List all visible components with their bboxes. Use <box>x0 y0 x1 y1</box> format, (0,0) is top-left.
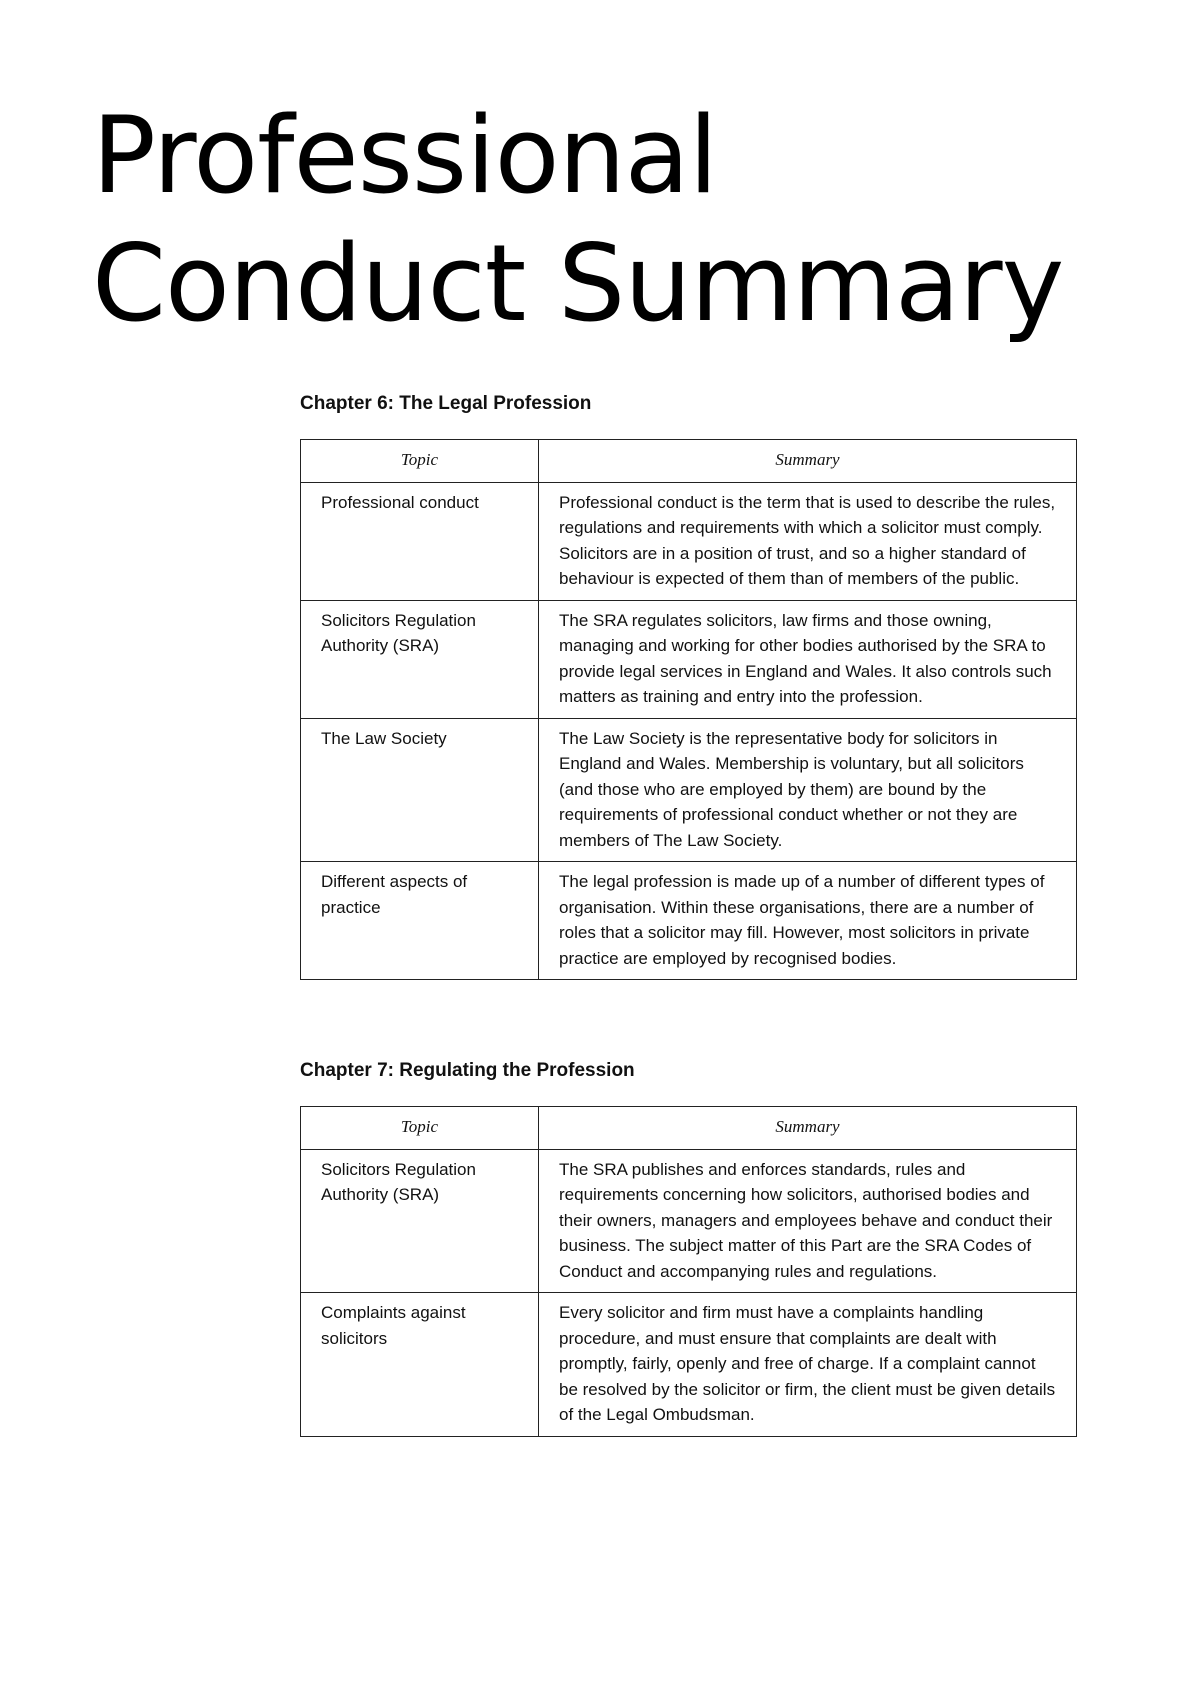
summary-cell: Professional conduct is the term that is used to describe the rules, regulations and requirements with which a solicitor must comply. Solicitors are in a position of trust, and so a higher standard of behaviour is expected of them than of members of the public. <box>539 482 1077 600</box>
topic-cell: Different aspects of practice <box>301 862 539 980</box>
chapter-heading: Chapter 6: The Legal Profession <box>300 393 592 414</box>
chapter-heading: Chapter 7: Regulating the Profession <box>300 1060 635 1081</box>
summary-cell: The legal profession is made up of a number of different types of organisation. Within these organisations, there are a number of roles that a solicitor may fill. However, most solicitors in private practice are employed by recognised bodies. <box>539 862 1077 980</box>
summary-cell: Every solicitor and firm must have a complaints handling procedure, and must ensure that complaints are dealt with promptly, fairly, openly and free of charge. If a complaint cannot be resolved by the solicitor or firm, the client must be given details of the Legal Ombudsman. <box>539 1293 1077 1437</box>
chapter-7-section <box>300 1058 1076 1437</box>
topic-cell: Professional conduct <box>301 482 539 600</box>
document-title-line-1: Professional <box>92 94 718 217</box>
column-header-topic: Topic <box>301 440 539 483</box>
document-title <box>92 92 1063 348</box>
table-row <box>301 1293 1077 1437</box>
table-row <box>301 1149 1077 1293</box>
summary-table <box>300 439 1077 980</box>
summary-table <box>300 1106 1077 1437</box>
summary-cell: The Law Society is the representative body for solicitors in England and Wales. Membership is voluntary, but all solicitors (and those who are employed by them) are bound by the requirements of professional conduct whether or not they are members of The Law Society. <box>539 718 1077 862</box>
column-header-topic: Topic <box>301 1107 539 1150</box>
table-header-row <box>301 440 1077 483</box>
table-row <box>301 482 1077 600</box>
table-row <box>301 718 1077 862</box>
summary-cell: The SRA regulates solicitors, law firms and those owning, managing and working for other bodies authorised by the SRA to provide legal services in England and Wales. It also controls such matters as training and entry into the profession. <box>539 600 1077 718</box>
table-row <box>301 862 1077 980</box>
document-title-line-2: Conduct Summary <box>92 222 1064 345</box>
column-header-summary: Summary <box>539 1107 1077 1150</box>
table-row <box>301 600 1077 718</box>
chapter-6-section <box>300 391 1076 980</box>
table-header-row <box>301 1107 1077 1150</box>
summary-cell: The SRA publishes and enforces standards, rules and requirements concerning how solicitors, authorised bodies and their owners, managers and employees behave and conduct their business. The subject matter of this Part are the SRA Codes of Conduct and accompanying rules and regulations. <box>539 1149 1077 1293</box>
topic-cell: Complaints against solicitors <box>301 1293 539 1437</box>
topic-cell: Solicitors Regulation Authority (SRA) <box>301 1149 539 1293</box>
topic-cell: The Law Society <box>301 718 539 862</box>
column-header-summary: Summary <box>539 440 1077 483</box>
topic-cell: Solicitors Regulation Authority (SRA) <box>301 600 539 718</box>
